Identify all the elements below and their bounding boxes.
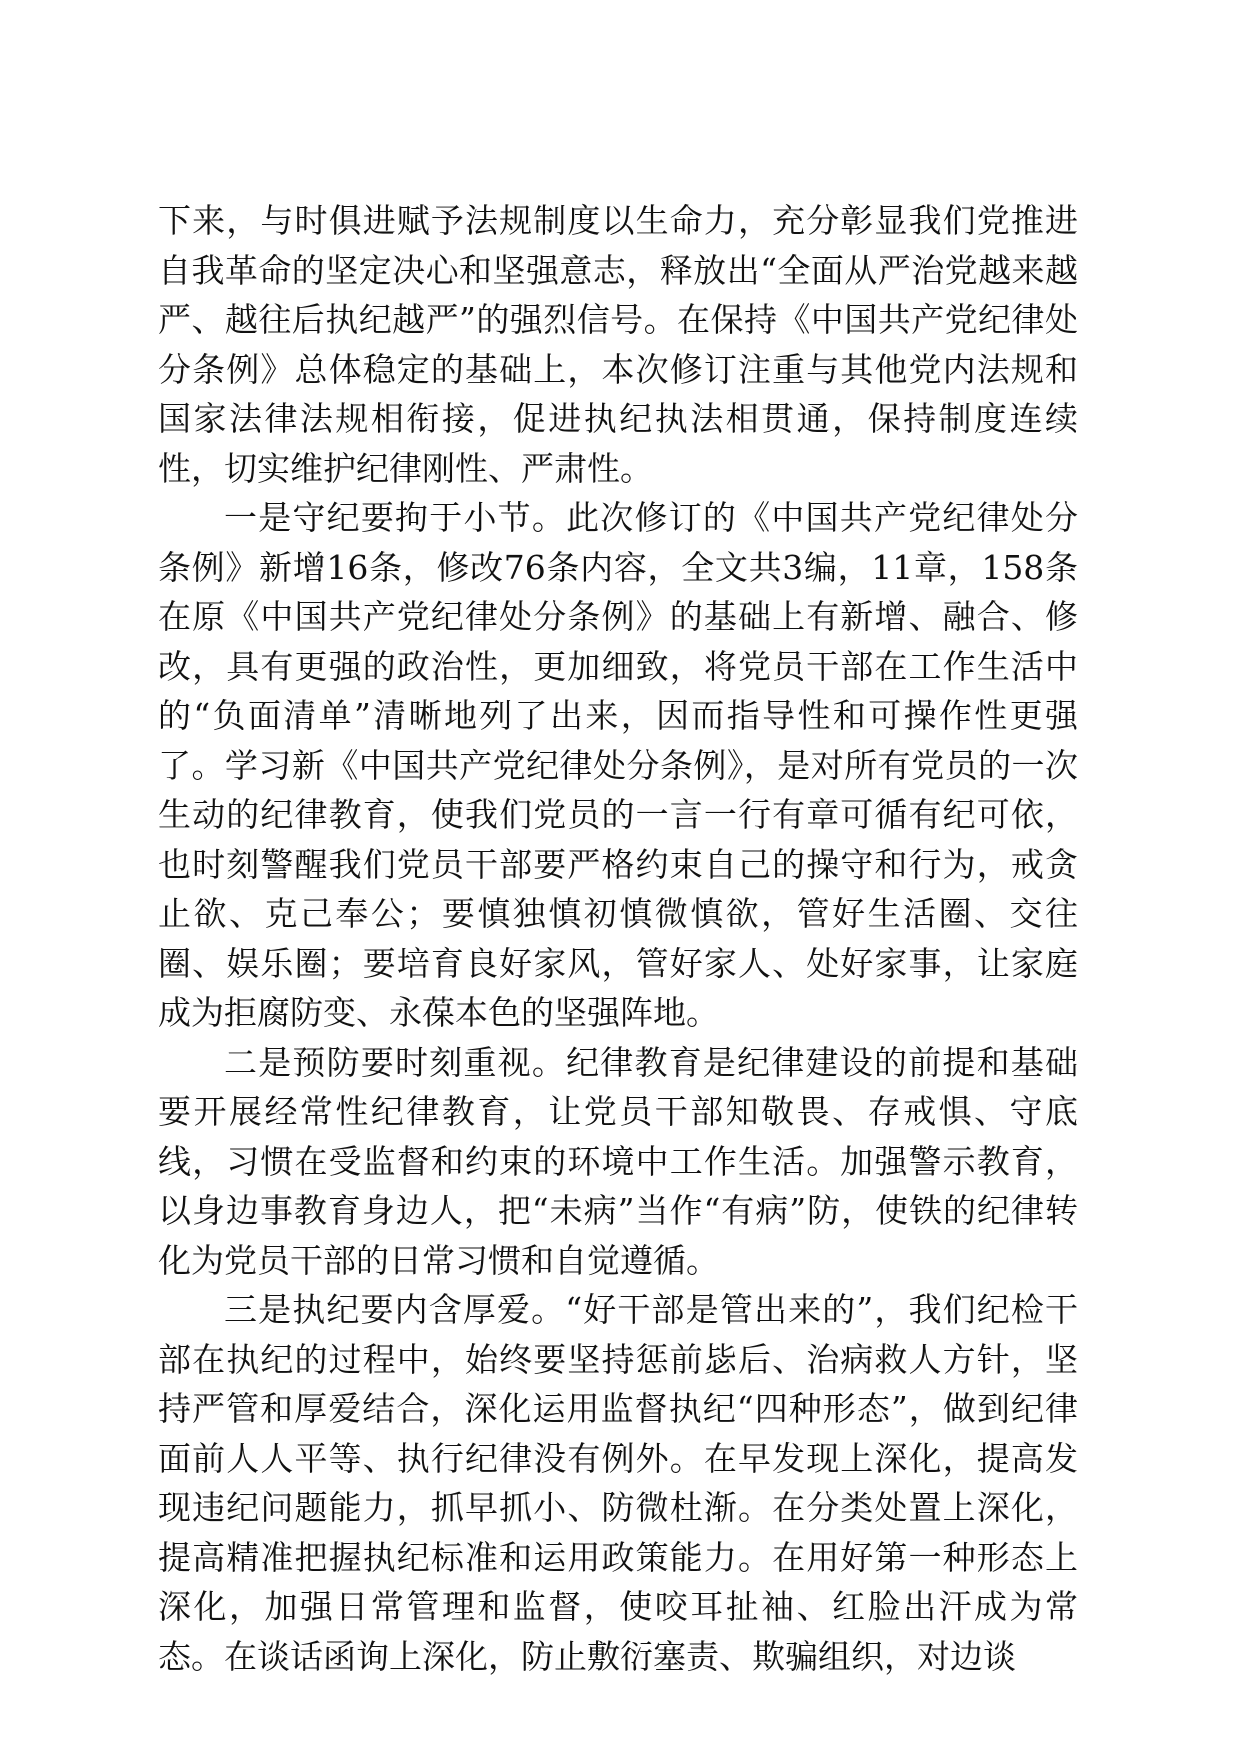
- paragraph-point-three: 三是执纪要内含厚爱。“好干部是管出来的”，我们纪检干部在执纪的过程中，始终要坚持惩前毖后、治病救人方针，坚持严管和厚爱结合，深化运用监督执纪“四种形态”，做到纪律面前人人平等、执行纪律没有例外。在早发现上深化，提高发现违纪问题能力，抓早抓小、防微杜渐。在分类处置上深化，提高精准把握执纪标准和运用政策能力。在用好第一种形态上深化，加强日常管理和监督，使咬耳扯袖、红脸出汗成为常态。在谈话函询上深化，防止敷衍塞责、欺骗组织，对边谈: [158, 1290, 1078, 1676]
- paragraph-continuation: 下来，与时俱进赋予法规制度以生命力，充分彰显我们党推进自我革命的坚定决心和坚强意志，释放出“全面从严治党越来越严、越往后执纪越严”的强烈信号。在保持《中国共产党纪律处分条例》总体稳定的基础上，本次修订注重与其他党内法规和国家法律法规相衔接，促进执纪执法相贯通，保持制度连续性，切实维护纪律刚性、严肃性。: [158, 201, 1078, 488]
- paragraph-point-one: 一是守纪要拘于小节。此次修订的《中国共产党纪律处分条例》新增16条，修改76条内容，全文共3编，11章，158条在原《中国共产党纪律处分条例》的基础上有新增、融合、修改，具有更强的政治性，更加细致，将党员干部在工作生活中的“负面清单”清晰地列了出来，因而指导性和可操作性更强了。学习新《中国共产党纪律处分条例》，是对所有党员的一次生动的纪律教育，使我们党员的一言一行有章可循有纪可依，也时刻警醒我们党员干部要严格约束自己的操守和行为，戒贪止欲、克己奉公；要慎独慎初慎微慎欲，管好生活圈、交往圈、娱乐圈；要培育良好家风，管好家人、处好家事，让家庭成为拒腐防变、永葆本色的坚强阵地。: [158, 498, 1078, 1032]
- paragraph-point-two: 二是预防要时刻重视。纪律教育是纪律建设的前提和基础要开展经常性纪律教育，让党员干部知敬畏、存戒惧、守底线，习惯在受监督和约束的环境中工作生活。加强警示教育，以身边事教育身边人，把“未病”当作“有病”防，使铁的纪律转化为党员干部的日常习惯和自觉遵循。: [158, 1042, 1078, 1280]
- document-body: [158, 196, 1078, 1681]
